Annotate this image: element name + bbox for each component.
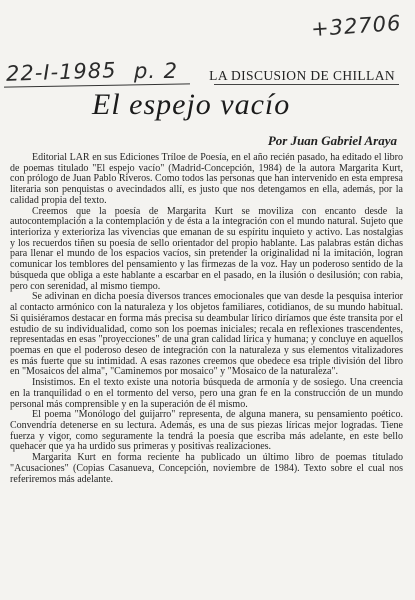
paragraph: Creemos que la poesía de Margarita Kurt se moviliza con encanto desde la autocontemplación a la contemplación y de ésta a la integración con el mundo natural. Sujeto que interioriza y exterioriza las vivencias que emanan de su espíritu inquieto y activo. Las nostalgias y los recuerdos tiñen su poesía de sello orientador del propio hablante. Las palabras están dichas para llenar el mundo de los espacios vacíos, sin pretender la originalidad ni la imitación, logran comunicar los temblores del pensamiento y las firmezas de la voz. Hay un poderoso sentido de la búsqueda que obliga a este hablante a escarbar en el pasado, en la ilusión o desilusión; con rabia, pero con serenidad, al mismo tiempo.: [10, 205, 403, 292]
paragraph: El poema "Monólogo del guijarro" representa, de alguna manera, su pensamiento poético. Convendría detenerse en su lectura. Además, es una de sus piezas líricas mejor logradas. Tiene fuerza y vigor, como seguramente la tendrá la poesía que escriba más adelante, en este bello quehacer que ya ha urdido sus primeras y positivas realizaciones.: [10, 409, 403, 453]
paragraph: Se adivinan en dicha poesía diversos trances emocionales que van desde la pesquisa interior al contacto armónico con la naturaleza y los objetos familiares, cotidianos, de su mundo habitual. Si quisiéramos destacar en forma más precisa su deambular lírico diríamos que éste transita por el estudio de su individualidad, como son los poemas iniciales; recala en reflexiones trascendentes, representadas en esas "proyecciones" de una gran calidad lírica y humana; y concluye en aquellos poemas en que el poderoso deseo de integración con la naturaleza y sus elementos vitalizadores es más fuerte que su intimidad. A esas razones creemos que obedece esa triple división del libro en "Mosaicos del alma", "Caminemos por mosaico" y "Mosaico de la naturaleza".: [10, 291, 403, 378]
date-handwritten: 22-I-1985: [5, 58, 117, 86]
article-title: El espejo vacío: [92, 88, 291, 121]
article-byline: Por Juan Gabriel Araya: [267, 133, 397, 148]
paragraph: Margarita Kurt en forma reciente ha publicado un último libro de poemas titulado "Acusaciones" (Copias Casanueva, Concepción, noviembre de 1984). Texto sobre el cual nos referiremos más adelante.: [10, 452, 403, 485]
paragraph: Insistimos. En el texto existe una notoria búsqueda de armonía y de sosiego. Una creencia en la tranquilidad o en el tormento del verso, pero una gran fe en la construcción de un mundo personal más comprensible y en la superación de él mismo.: [10, 377, 403, 410]
paragraph: Editorial LAR en sus Ediciones Tríloe de Poesía, en el año recién pasado, ha editado el libro de poemas titulado "El espejo vacío" (Madrid-Concepción, 1984) de la autora Margarita Kurt, con prólogo de Juan Pablo Riveros. Como todos las personas que han intervenido en esta empresa literaria son penquistas o avecindados allí, es justo que nos detengamos en ella, además, por la calidad propia del texto.: [10, 152, 403, 206]
newspaper-name: LA DISCUSION DE CHILLAN: [209, 68, 395, 83]
header-rule: [214, 84, 399, 85]
article-body: [10, 153, 403, 485]
catalog-number-handwritten: +32706: [309, 10, 402, 42]
page-handwritten: p. 2: [134, 59, 179, 83]
